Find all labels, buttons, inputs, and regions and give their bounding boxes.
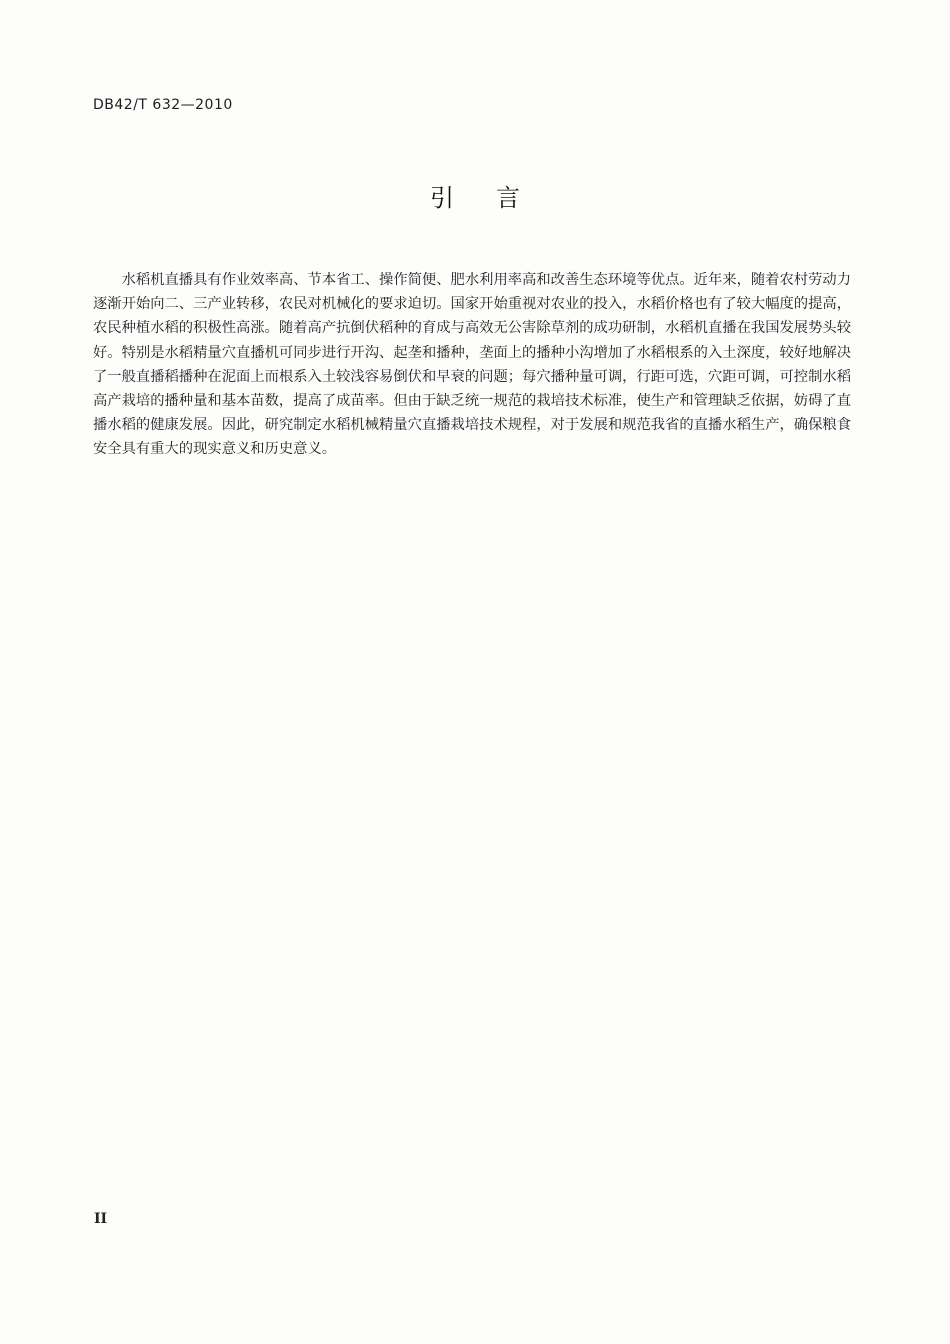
- page-number: II: [94, 1211, 108, 1227]
- standard-code-header: DB42/T 632—2010: [93, 97, 233, 113]
- introduction-paragraph: 水稻机直播具有作业效率高、节本省工、操作简便、肥水利用率高和改善生态环境等优点。近年来，随着农村劳动力逐渐开始向二、三产业转移，农民对机械化的要求迫切。国家开始重视对农业的投入，水稻价格也有了较大幅度的提高，农民种植水稻的积极性高涨。随着高产抗倒伏稻种的育成与高效无公害除草剂的成功研制，水稻机直播在我国发展势头较好。特别是水稻精量穴直播机可同步进行开沟、起垄和播种，垄面上的播种小沟增加了水稻根系的入土深度，较好地解决了一般直播稻播种在泥面上而根系入土较浅容易倒伏和早衰的问题；每穴播种量可调，行距可选，穴距可调，可控制水稻高产栽培的播种量和基本苗数，提高了成苗率。但由于缺乏统一规范的栽培技术标准，使生产和管理缺乏依据，妨碍了直播水稻的健康发展。因此，研究制定水稻机械精量穴直播栽培技术规程，对于发展和规范我省的直播水稻生产，确保粮食安全具有重大的现实意义和历史意义。: [93, 272, 851, 458]
- section-title: 引言: [430, 184, 562, 212]
